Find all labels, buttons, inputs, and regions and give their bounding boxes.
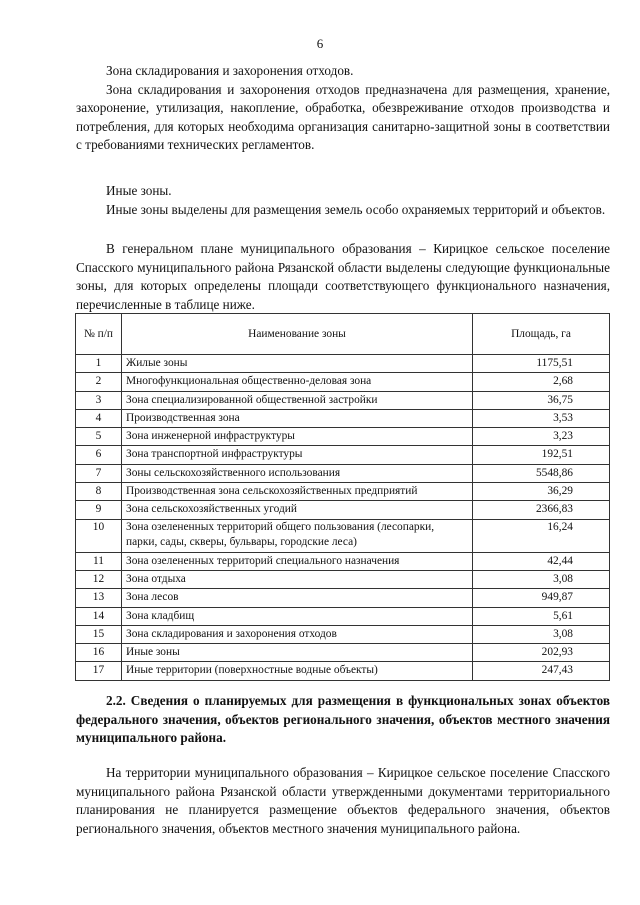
zone-name: Многофункциональная общественно-деловая зона	[122, 373, 473, 391]
zone-area: 1175,51	[473, 355, 610, 373]
row-number: 14	[76, 607, 122, 625]
zone-area: 3,08	[473, 625, 610, 643]
zone-area: 247,43	[473, 662, 610, 680]
row-number: 2	[76, 373, 122, 391]
section-2-2	[76, 692, 610, 748]
zone-name: Зона инженерной инфраструктуры	[122, 428, 473, 446]
zone-area: 3,23	[473, 428, 610, 446]
table-row	[76, 464, 610, 482]
table-row	[76, 519, 610, 552]
zone-name: Зона отдыха	[122, 570, 473, 588]
row-number: 15	[76, 625, 122, 643]
row-number: 10	[76, 519, 122, 552]
section-2-2-body	[76, 764, 610, 838]
zone-area: 949,87	[473, 589, 610, 607]
zone-area: 5,61	[473, 607, 610, 625]
table-row	[76, 483, 610, 501]
section-text: На территории муниципального образования – Кирицкое сельское поселение Спасского муниципального района Рязанской области утвержденными документами территориального планирования не планируется размещение объектов федерального значения, объектов регионального значения, объектов местного значения муниципального района.	[76, 765, 610, 836]
other-zones-section	[76, 182, 610, 219]
section-title: 2.2. Сведения о планируемых для размещения в функциональных зонах объектов федерального значения, объектов регионального значения, объектов местного значения муниципального района.	[76, 693, 610, 746]
table-row	[76, 373, 610, 391]
storage-zone-heading: Зона складирования и захоронения отходов.	[106, 63, 354, 78]
zone-name: Жилые зоны	[122, 355, 473, 373]
zone-area: 2,68	[473, 373, 610, 391]
table-row	[76, 625, 610, 643]
other-zones-text: Иные зоны выделены для размещения земель особо охраняемых территорий и объектов.	[106, 201, 606, 217]
row-number: 11	[76, 552, 122, 570]
table-row	[76, 644, 610, 662]
table-row	[76, 570, 610, 588]
page-number: 6	[316, 36, 324, 51]
header-number: № п/п	[76, 314, 122, 355]
row-number: 16	[76, 644, 122, 662]
row-number: 13	[76, 589, 122, 607]
zone-name: Производственная зона	[122, 409, 473, 427]
zone-name: Зона озелененных территорий специального назначения	[122, 552, 473, 570]
zone-area: 42,44	[473, 552, 610, 570]
zone-name: Зоны сельскохозяйственного использования	[122, 464, 473, 482]
zone-area: 2366,83	[473, 501, 610, 519]
zone-area: 16,24	[473, 519, 610, 552]
table-row	[76, 589, 610, 607]
table-header-row	[76, 314, 610, 355]
zone-area: 36,29	[473, 483, 610, 501]
table-row	[76, 446, 610, 464]
table-row	[76, 409, 610, 427]
zone-area: 3,08	[473, 570, 610, 588]
header-area: Площадь, га	[473, 314, 610, 355]
zone-area: 192,51	[473, 446, 610, 464]
zone-name: Зона кладбищ	[122, 607, 473, 625]
row-number: 5	[76, 428, 122, 446]
zone-name: Иные территории (поверхностные водные объекты)	[122, 662, 473, 680]
row-number: 3	[76, 391, 122, 409]
row-number: 6	[76, 446, 122, 464]
zone-name: Зона складирования и захоронения отходов	[122, 625, 473, 643]
zone-area: 36,75	[473, 391, 610, 409]
zone-name: Зона озелененных территорий общего пользования (лесопарки, парки, сады, скверы, бульвары, городские леса)	[122, 519, 473, 552]
intro-paragraph	[76, 240, 610, 314]
row-number: 4	[76, 409, 122, 427]
intro-text: В генеральном плане муниципального образования – Кирицкое сельское поселение Спасского муниципального района Рязанской области выделены следующие функциональные зоны, для которых определены площади соответствующего функционального назначения, перечисленные в таблице ниже.	[76, 241, 610, 312]
table-row	[76, 552, 610, 570]
table-row	[76, 662, 610, 680]
row-number: 8	[76, 483, 122, 501]
table-row	[76, 355, 610, 373]
zone-name: Зона специализированной общественной застройки	[122, 391, 473, 409]
row-number: 9	[76, 501, 122, 519]
zone-name: Зона лесов	[122, 589, 473, 607]
zone-name: Производственная зона сельскохозяйственных предприятий	[122, 483, 473, 501]
zone-area: 3,53	[473, 409, 610, 427]
zone-area: 202,93	[473, 644, 610, 662]
zone-name: Иные зоны	[122, 644, 473, 662]
zones-table	[75, 313, 610, 681]
zone-area: 5548,86	[473, 464, 610, 482]
row-number: 7	[76, 464, 122, 482]
zone-name: Зона транспортной инфраструктуры	[122, 446, 473, 464]
table-row	[76, 391, 610, 409]
other-zones-heading: Иные зоны.	[106, 183, 172, 198]
header-zone-name: Наименование зоны	[122, 314, 473, 355]
table-row	[76, 607, 610, 625]
storage-zone-text: Зона складирования и захоронения отходов предназначена для размещения, хранение, захоронение, утилизация, накопление, обработка, обезвреживание отходов производства и потребления, для которых необходима организация санитарно-защитной зоны в соответствии с требованиями технических регламентов.	[76, 81, 610, 153]
row-number: 1	[76, 355, 122, 373]
zone-name: Зона сельскохозяйственных угодий	[122, 501, 473, 519]
storage-zone-section	[76, 62, 610, 155]
row-number: 12	[76, 570, 122, 588]
row-number: 17	[76, 662, 122, 680]
table-row	[76, 501, 610, 519]
table-row	[76, 428, 610, 446]
